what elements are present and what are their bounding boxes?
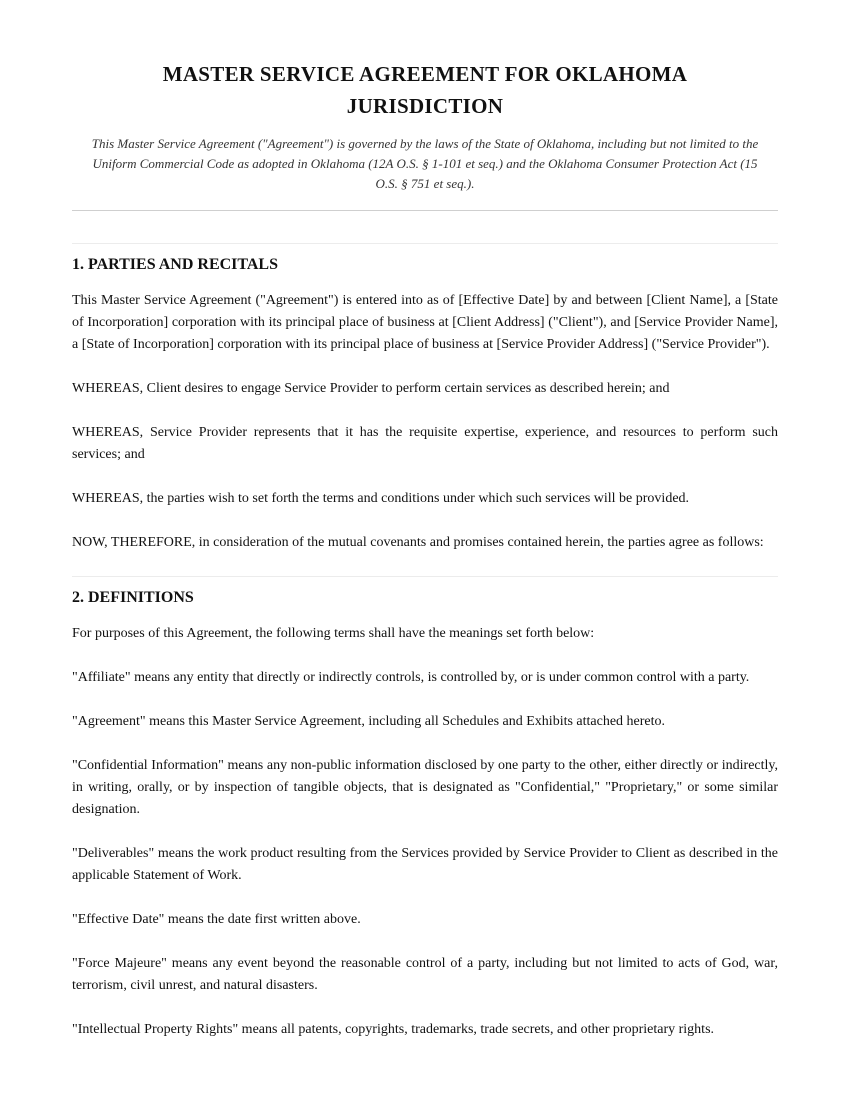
- section-definitions: [72, 576, 778, 1041]
- paragraph-whereas-terms: WHEREAS, the parties wish to set forth the terms and conditions under which such services will be provided.: [72, 491, 690, 506]
- section-divider: [72, 576, 778, 577]
- paragraph-now-therefore: NOW, THEREFORE, in consideration of the mutual covenants and promises contained herein, the parties agree as follows:: [72, 535, 764, 550]
- definition-deliverables: "Deliverables" means the work product resulting from the Services provided by Service Provider to Client as described in the applicable Statement of Work.: [72, 846, 778, 883]
- definition-confidential-information: "Confidential Information" means any non-public information disclosed by one party to the other, either directly or indirectly, in writing, orally, or by inspection of tangible objects, that is designated as "Confidential," "Proprietary," or some similar designation.: [72, 758, 778, 817]
- section-heading: 1. PARTIES AND RECITALS: [72, 256, 278, 273]
- definition-force-majeure: "Force Majeure" means any event beyond the reasonable control of a party, including but not limited to acts of God, war, terrorism, civil unrest, and natural disasters.: [72, 956, 778, 993]
- section-heading: 2. DEFINITIONS: [72, 589, 194, 606]
- document-page: [72, 58, 778, 1063]
- definition-effective-date: "Effective Date" means the date first written above.: [72, 912, 361, 927]
- definition-intellectual-property-rights: "Intellectual Property Rights" means all patents, copyrights, trademarks, trade secrets, and other proprietary rights.: [72, 1022, 715, 1037]
- document-title: MASTER SERVICE AGREEMENT FOR OKLAHOMA JURISDICTION: [162, 62, 688, 118]
- paragraph-definitions-intro: For purposes of this Agreement, the following terms shall have the meanings set forth below:: [72, 626, 595, 641]
- paragraph-whereas-provider: WHEREAS, Service Provider represents that it has the requisite expertise, experience, and resources to perform such services; and: [72, 425, 778, 462]
- paragraph-parties: This Master Service Agreement ("Agreement") is entered into as of [Effective Date] by and between [Client Name], a [State of Incorporation] corporation with its principal place of business at [Client Address] ("Client"), and [Service Provider Name], a [State of Incorporation] corporation with its principal place of business at [Service Provider Address] ("Service Provider").: [72, 293, 778, 352]
- definition-agreement: "Agreement" means this Master Service Agreement, including all Schedules and Exhibits attached hereto.: [72, 714, 666, 729]
- section-parties-and-recitals: [72, 243, 778, 554]
- governing-law-notice: This Master Service Agreement ("Agreement") is governed by the laws of the State of Oklahoma, including but not limited to the Uniform Commercial Code as adopted in Oklahoma (12A O.S. § 1-101 et seq.) and the Oklahoma Consumer Protection Act (15 O.S. § 751 et seq.).: [91, 136, 759, 191]
- definition-affiliate: "Affiliate" means any entity that directly or indirectly controls, is controlled by, or is under common control with a party.: [72, 670, 750, 685]
- section-divider: [72, 243, 778, 244]
- paragraph-whereas-client: WHEREAS, Client desires to engage Service Provider to perform certain services as described herein; and: [72, 381, 670, 396]
- header-divider: [72, 210, 778, 211]
